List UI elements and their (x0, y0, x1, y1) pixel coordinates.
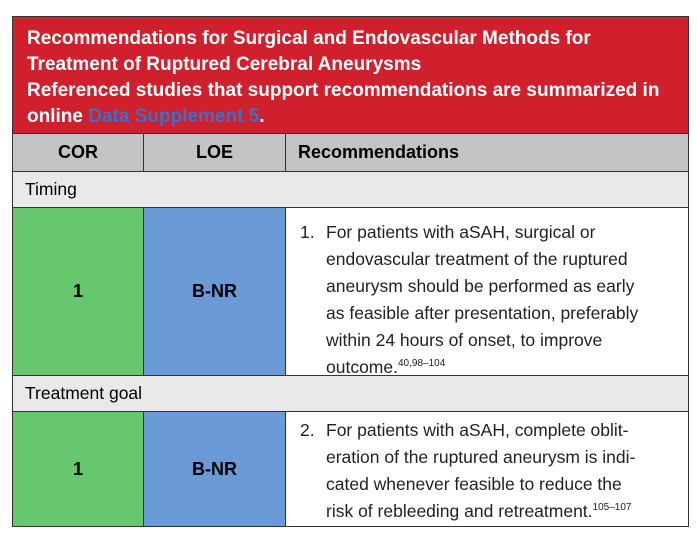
table-title-line2: Treatment of Ruptured Cerebral Aneurysms (27, 54, 422, 75)
cor-header: COR (13, 134, 144, 171)
text-line: as feasible after presentation, preferably (326, 303, 639, 323)
section-row-timing (13, 171, 688, 207)
data-supplement-link[interactable]: Data Supplement 5 (88, 106, 260, 127)
reference-superscript: 105–107 (592, 502, 632, 513)
text-line (326, 354, 676, 381)
loe-header: LOE (144, 134, 286, 171)
loe-cell: B-NR (144, 208, 286, 375)
table-subtitle-line1: Referenced studies that support recommendations are summarized in (27, 80, 660, 101)
text-line (326, 498, 676, 525)
cor-cell: 1 (13, 208, 144, 375)
cor-cell: 1 (13, 412, 144, 526)
text-line: For patients with aSAH, complete oblit- (326, 420, 629, 440)
section-label: Treatment goal (25, 383, 143, 403)
recommendation-cell (286, 412, 688, 526)
recommendation-row-1 (13, 207, 688, 375)
table-title-line1: Recommendations for Surgical and Endovascular Methods for (27, 28, 591, 49)
text-line: cated whenever feasible to reduce the (326, 474, 622, 494)
subtitle-suffix: . (259, 106, 265, 127)
recommendation-cell (286, 208, 688, 375)
loe-cell: B-NR (144, 412, 286, 526)
recommendation-table (12, 16, 689, 527)
recommendation-text (326, 417, 676, 526)
section-label: Timing (25, 179, 77, 199)
table-banner (13, 17, 688, 133)
recommendation-text (326, 219, 676, 375)
text-line: within 24 hours of onset, to improve (326, 330, 603, 350)
reference-superscript: 40,98–104 (397, 358, 446, 369)
column-header-row (13, 133, 688, 171)
text-line: eration of the ruptured aneurysm is indi- (326, 447, 636, 467)
recommendations-header: Recommendations (298, 142, 460, 162)
recommendation-number: 1. (300, 222, 315, 242)
recommendation-row-2 (13, 411, 688, 526)
subtitle-prefix: online (27, 106, 89, 127)
text-line: aneurysm should be performed as early (326, 276, 635, 296)
table-subtitle-line2 (27, 104, 676, 130)
recommendation-number: 2. (300, 420, 315, 440)
text-line-end: risk of rebleeding and retreatment. (326, 501, 593, 521)
text-line: For patients with aSAH, surgical or (326, 222, 596, 242)
text-line: endovascular treatment of the ruptured (326, 249, 628, 269)
text-line-end: outcome. (326, 357, 398, 377)
